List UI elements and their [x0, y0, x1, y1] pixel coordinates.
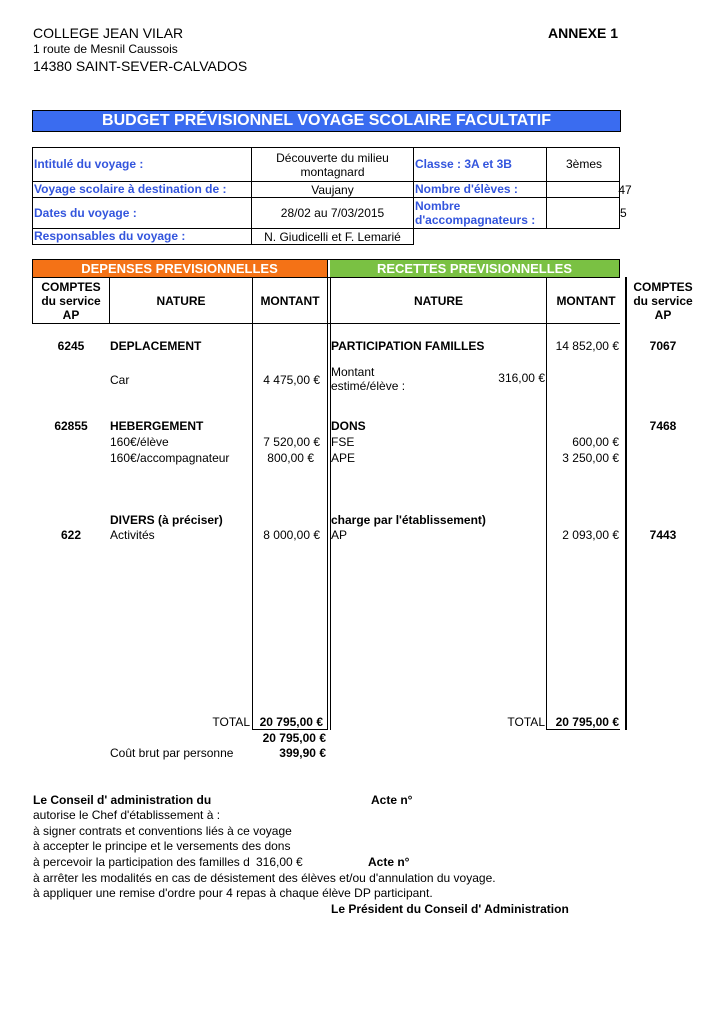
dep-heb-accomp: 160€/accompagnateur [110, 451, 230, 465]
total-repeat: 20 795,00 € [262, 731, 326, 745]
col-comptes-dep-3: AP [62, 308, 80, 322]
label-destination: Voyage scolaire à destination de : [34, 182, 227, 196]
dep-heb-accomp-amount: 800,00 € [267, 451, 314, 465]
cout-brut-label: Coût brut par personne [110, 746, 234, 760]
address-line2: 14380 SAINT-SEVER-CALVADOS [33, 58, 248, 74]
footer-line3: à accepter le principe et le versements des dons [33, 839, 291, 853]
col-nature-rec: NATURE [413, 294, 464, 308]
rec-montant-estime-amount: 316,00 € [498, 371, 545, 385]
page-title: BUDGET PRÉVISIONNEL VOYAGE SCOLAIRE FACULTATIF [32, 110, 621, 132]
dep-heb-eleve-amount: 7 520,00 € [263, 435, 320, 449]
value-intitule-line2: montagnard [300, 164, 365, 179]
dep-total-label: TOTAL [212, 715, 250, 729]
president-signature: Le Président du Conseil d' Administration [331, 902, 569, 916]
acte-2: Acte n° [368, 855, 410, 869]
acte-1: Acte n° [371, 793, 413, 807]
rec-total-amount: 20 795,00 € [555, 715, 619, 729]
label-responsables: Responsables du voyage : [34, 229, 186, 243]
cout-brut-value: 399,90 € [279, 746, 326, 760]
footer-line5: à arrêter les modalités en cas de désistement des élèves et/ou d'annulation du voyage. [33, 871, 496, 885]
dep-activites-amount: 8 000,00 € [263, 528, 320, 542]
rec-fse: FSE [331, 435, 355, 449]
rec-participation-amount: 14 852,00 € [555, 339, 619, 353]
dep-car-amount: 4 475,00 € [263, 373, 320, 387]
col-montant-rec: MONTANT [556, 294, 616, 308]
depenses-header: DEPENSES PREVISIONNELLES [32, 260, 327, 277]
col-montant-dep: MONTANT [260, 294, 320, 308]
col-comptes-dep [33, 279, 109, 323]
dep-deplacement: DEPLACEMENT [110, 339, 202, 353]
label-nb-accomp-line2: d'accompagnateurs : [415, 213, 536, 227]
rec-montant-estime-line1: Montant [331, 365, 375, 379]
col-comptes-dep-2: du service [41, 294, 101, 308]
conseil-text: Le Conseil d' administration du [33, 793, 212, 807]
dep-divers: DIVERS (à préciser) [110, 513, 223, 527]
rec-ape: APE [331, 451, 356, 465]
label-dates: Dates du voyage : [34, 205, 137, 220]
col-comptes-rec-2: du service [633, 294, 693, 308]
value-nb-eleves-text: 47 [618, 182, 632, 197]
label-nb-accomp [415, 198, 535, 228]
value-classe: 3èmes [566, 157, 603, 171]
dep-activites: Activités [110, 528, 155, 542]
rec-charge: charge par l'établissement) [331, 513, 486, 527]
col-comptes-rec-1: COMPTES [633, 280, 693, 294]
label-nb-accomp-line1: Nombre [415, 199, 461, 213]
dep-account-6245: 6245 [57, 339, 85, 353]
value-intitule [252, 148, 413, 181]
dep-total-amount: 20 795,00 € [259, 715, 323, 729]
address-line1: 1 route de Mesnil Caussois [33, 42, 178, 56]
label-nb-eleves: Nombre d'élèves : [415, 182, 518, 196]
rec-participation: PARTICIPATION FAMILLES [331, 339, 485, 353]
rec-account-7443: 7443 [649, 528, 677, 542]
label-intitule: Intitulé du voyage : [34, 157, 144, 171]
col-nature-dep: NATURE [156, 294, 206, 308]
value-intitule-line1: Découverte du milieu [276, 150, 389, 165]
footer-line6: à appliquer une remise d'ordre pour 4 repas à chaque élève DP participant. [33, 886, 433, 900]
value-dates: 28/02 au 7/03/2015 [280, 206, 385, 220]
rec-dons: DONS [331, 419, 366, 433]
rec-ap: AP [331, 528, 348, 542]
dep-account-622: 622 [60, 528, 82, 542]
annex-label: ANNEXE 1 [548, 25, 619, 41]
rec-fse-amount: 600,00 € [572, 435, 619, 449]
rec-montant-estime [331, 365, 405, 393]
rec-account-7468: 7468 [649, 419, 677, 433]
dep-heb-eleve: 160€/élève [110, 435, 169, 449]
dep-account-62855: 62855 [54, 419, 88, 433]
rec-account-7067: 7067 [649, 339, 677, 353]
footer-line4-amount: 316,00 € [256, 855, 303, 869]
value-responsables: N. Giudicelli et F. Lemarié [264, 229, 401, 244]
label-classe: Classe : 3A et 3B [415, 157, 512, 171]
footer-line2: à signer contrats et conventions liés à ce voyage [33, 824, 292, 838]
value-nb-accomp: 5 [620, 205, 627, 220]
value-destination: Vaujany [311, 182, 354, 197]
col-comptes-dep-1: COMPTES [41, 280, 101, 294]
rec-total-label: TOTAL [507, 715, 545, 729]
rec-montant-estime-line2: estimé/élève : [331, 379, 406, 393]
col-comptes-rec [627, 279, 699, 323]
rec-ap-amount: 2 093,00 € [562, 528, 619, 542]
col-comptes-rec-3: AP [654, 308, 672, 322]
school-name: COLLEGE JEAN VILAR [33, 25, 184, 41]
footer-line1: autorise le Chef d'établissement à : [33, 808, 221, 822]
dep-car: Car [110, 373, 130, 387]
footer-line4: à percevoir la participation des familles d [33, 855, 250, 869]
rec-ape-amount: 3 250,00 € [562, 451, 619, 465]
dep-hebergement: HEBERGEMENT [110, 419, 204, 433]
value-nb-eleves [547, 182, 703, 197]
recettes-header: RECETTES PREVISIONNELLES [330, 260, 619, 277]
